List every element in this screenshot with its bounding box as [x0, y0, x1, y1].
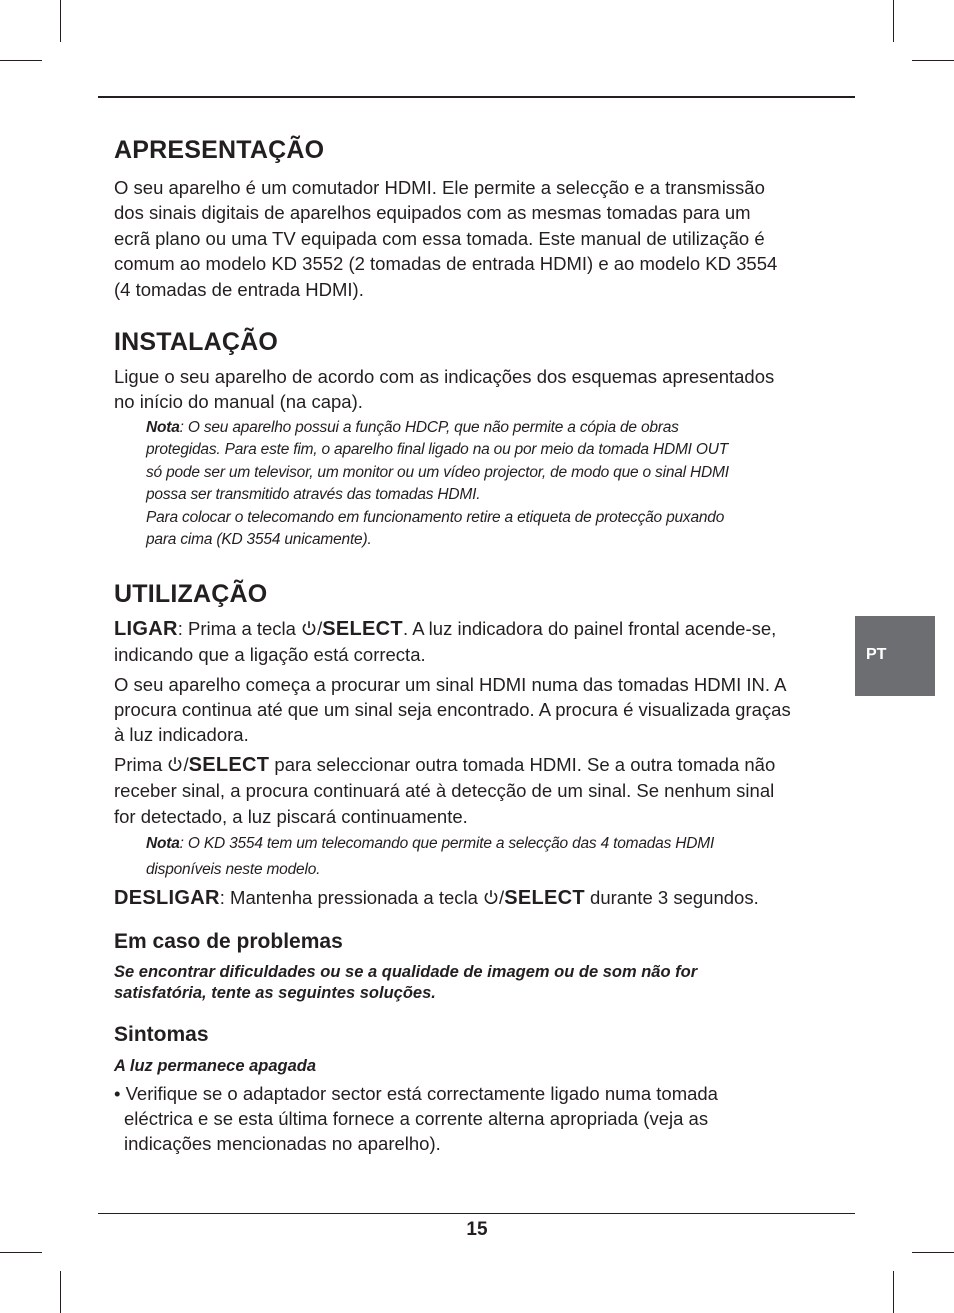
power-icon — [167, 756, 183, 772]
power-icon — [483, 889, 499, 905]
header-rule — [98, 96, 855, 98]
troubleshooting-intro-line: Se encontrar dificuldades ou se a qualidade de imagem ou de som não for — [114, 962, 698, 981]
page-number: 15 — [466, 1219, 488, 1240]
language-tab — [855, 616, 935, 696]
intro-line: (4 tomadas de entrada HDMI). — [114, 278, 364, 300]
crop-mark — [912, 1252, 954, 1253]
troubleshooting-intro-line: satisfatória, tente as seguintes soluções. — [114, 983, 436, 1002]
usage-search-line: procura continua até que um sinal seja encontrado. A procura é visualizada graças — [114, 699, 791, 721]
usage-select-line: receber sinal, a procura continuará até à detecção de um sinal. Se nenhum sinal — [114, 780, 775, 802]
usage-search-line: à luz indicadora. — [114, 724, 249, 746]
note-line: disponíveis neste modelo. — [146, 861, 321, 879]
installation-heading: INSTALAÇÃO — [114, 328, 279, 357]
usage-on-line: LIGAR: Prima a tecla /SELECT. A luz indicadora do painel frontal acende-se, — [114, 617, 777, 640]
usage-search-line: O seu aparelho começa a procurar um sinal HDMI numa das tomadas HDMI IN. A — [114, 673, 787, 695]
list-item-line: indicações mencionadas no aparelho). — [124, 1133, 441, 1155]
note-line: possa ser transmitido através das tomadas HDMI. — [146, 486, 481, 504]
list-item — [114, 1081, 784, 1157]
note-line: Nota: O seu aparelho possui a função HDCP, que não permite a cópia de obras — [146, 418, 679, 436]
note-line: só pode ser um televisor, um monitor ou um vídeo projector, de modo que o sinal HDMI — [146, 463, 729, 481]
off-label: DESLIGAR — [114, 887, 220, 910]
usage-note — [146, 831, 806, 883]
installation-paragraph — [114, 364, 834, 415]
usage-off — [114, 885, 834, 911]
symptom-title: A luz permanece apagada — [114, 1056, 317, 1075]
usage-search — [114, 672, 834, 748]
note-line: Para colocar o telecomando em funcionamento retire a etiqueta de protecção puxando — [146, 508, 725, 526]
intro-line: dos sinais digitais de aparelhos equipados com as mesmas tomadas para um — [114, 202, 751, 224]
crop-mark — [0, 60, 42, 61]
note-line: Nota: O KD 3554 tem um telecomando que permite a selecção das 4 tomadas HDMI — [146, 835, 715, 853]
power-icon — [301, 620, 317, 636]
crop-mark — [0, 1252, 42, 1253]
crop-mark — [60, 0, 61, 42]
select-key: SELECT — [322, 617, 403, 640]
language-tab-label: PT — [866, 646, 887, 663]
installation-line: Ligue o seu aparelho de acordo com as indicações dos esquemas apresentados — [114, 366, 775, 388]
crop-mark — [893, 1271, 894, 1313]
symptoms-heading: Sintomas — [114, 1022, 209, 1046]
list-item-line: eléctrica e se esta última fornece a corrente alterna apropriada (veja as — [124, 1107, 709, 1129]
note-label: Nota — [146, 418, 180, 436]
installation-note — [146, 417, 806, 552]
intro-heading: APRESENTAÇÃO — [114, 136, 325, 164]
crop-mark — [912, 60, 954, 61]
usage-select-line: for detectado, a luz piscará continuamente. — [114, 805, 468, 827]
troubleshooting-intro — [114, 962, 834, 1004]
intro-line: O seu aparelho é um comutador HDMI. Ele permite a selecção e a transmissão — [114, 177, 765, 198]
select-key: SELECT — [504, 887, 585, 910]
installation-line: no início do manual (na capa). — [114, 391, 363, 413]
usage-on-line: indicando que a ligação está correcta. — [114, 644, 426, 666]
list-item-line: • Verifique se o adaptador sector está correctamente ligado numa tomada — [114, 1082, 718, 1104]
footer-rule — [98, 1213, 855, 1214]
on-label: LIGAR — [114, 617, 178, 640]
intro-paragraph — [114, 175, 834, 302]
page-content — [114, 130, 834, 1157]
note-label: Nota — [146, 835, 180, 853]
note-line: para cima (KD 3554 unicamente). — [146, 531, 372, 549]
select-key: SELECT — [188, 753, 270, 776]
usage-heading: UTILIZAÇÃO — [114, 579, 268, 608]
troubleshooting-heading: Em caso de problemas — [114, 929, 343, 953]
usage-select — [114, 752, 834, 829]
intro-line: comum ao modelo KD 3552 (2 tomadas de entrada HDMI) e ao modelo KD 3554 — [114, 253, 778, 275]
usage-on — [114, 616, 834, 668]
usage-select-line: Prima /SELECT para seleccionar outra tomada HDMI. Se a outra tomada não — [114, 753, 776, 776]
crop-mark — [60, 1271, 61, 1313]
intro-line: ecrã plano ou uma TV equipada com essa tomada. Este manual de utilização é — [114, 227, 765, 249]
crop-mark — [893, 0, 894, 42]
usage-off-line: DESLIGAR: Mantenha pressionada a tecla /SELECT durante 3 segundos. — [114, 887, 759, 910]
note-line: protegidas. Para este fim, o aparelho final ligado na ou por meio da tomada HDMI OUT — [146, 441, 728, 459]
